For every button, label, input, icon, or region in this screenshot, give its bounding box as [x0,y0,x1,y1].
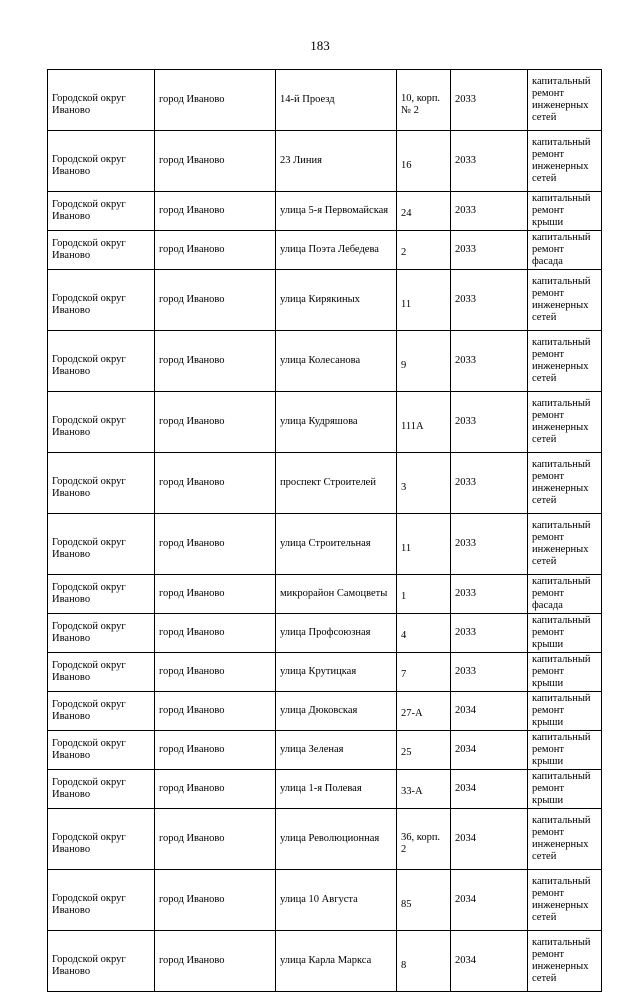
settlement-cell: город Иваново [155,192,276,231]
district-cell: Городской округ Иваново [48,514,155,575]
house-number-cell: 9 [397,331,451,392]
district-cell: Городской округ Иваново [48,931,155,992]
street-cell: улица 5-я Первомайская [276,192,397,231]
district-cell: Городской округ Иваново [48,692,155,731]
year-cell: 2034 [451,731,528,770]
year-cell: 2033 [451,614,528,653]
repair-schedule-table [47,69,602,992]
year-cell: 2033 [451,653,528,692]
year-cell: 2033 [451,331,528,392]
district-cell: Городской округ Иваново [48,809,155,870]
house-number-cell: 8 [397,931,451,992]
table-row [48,70,602,131]
street-cell: улица Кудряшова [276,392,397,453]
street-cell: улица Кирякиных [276,270,397,331]
year-cell: 2033 [451,231,528,270]
table-row [48,192,602,231]
table-row [48,392,602,453]
settlement-cell: город Иваново [155,392,276,453]
district-cell: Городской округ Иваново [48,231,155,270]
district-cell: Городской округ Иваново [48,770,155,809]
street-cell: улица Крутицкая [276,653,397,692]
work-type-cell: капитальный ремонт инженерных сетей [528,453,602,514]
work-type-cell: капитальный ремонт фасада [528,575,602,614]
street-cell: улица Строительная [276,514,397,575]
settlement-cell: город Иваново [155,870,276,931]
work-type-cell: капитальный ремонт инженерных сетей [528,270,602,331]
table-row [48,331,602,392]
street-cell: проспект Строителей [276,453,397,514]
house-number-cell: 10, корп. № 2 [397,70,451,131]
year-cell: 2033 [451,70,528,131]
street-cell: 23 Линия [276,131,397,192]
house-number-cell: 16 [397,131,451,192]
street-cell: улица Колесанова [276,331,397,392]
district-cell: Городской округ Иваново [48,70,155,131]
house-number-cell: 111А [397,392,451,453]
street-cell: 14-й Проезд [276,70,397,131]
page-number: 183 [310,38,330,53]
house-number-cell: 25 [397,731,451,770]
settlement-cell: город Иваново [155,131,276,192]
work-type-cell: капитальный ремонт инженерных сетей [528,392,602,453]
street-cell: улица 10 Августа [276,870,397,931]
table-row [48,809,602,870]
district-cell: Городской округ Иваново [48,453,155,514]
table-row [48,231,602,270]
district-cell: Городской округ Иваново [48,270,155,331]
work-type-cell: капитальный ремонт инженерных сетей [528,514,602,575]
table-row [48,514,602,575]
work-type-cell: капитальный ремонт фасада [528,231,602,270]
settlement-cell: город Иваново [155,614,276,653]
settlement-cell: город Иваново [155,653,276,692]
table-row [48,870,602,931]
district-cell: Городской округ Иваново [48,731,155,770]
street-cell: микрорайон Самоцветы [276,575,397,614]
work-type-cell: капитальный ремонт инженерных сетей [528,870,602,931]
year-cell: 2034 [451,692,528,731]
table-row [48,653,602,692]
district-cell: Городской округ Иваново [48,331,155,392]
settlement-cell: город Иваново [155,70,276,131]
district-cell: Городской округ Иваново [48,392,155,453]
settlement-cell: город Иваново [155,575,276,614]
settlement-cell: город Иваново [155,770,276,809]
settlement-cell: город Иваново [155,231,276,270]
street-cell: улица Дюковская [276,692,397,731]
table-body [48,70,602,992]
street-cell: улица Карла Маркса [276,931,397,992]
street-cell: улица Зеленая [276,731,397,770]
work-type-cell: капитальный ремонт крыши [528,692,602,731]
house-number-cell: 1 [397,575,451,614]
settlement-cell: город Иваново [155,270,276,331]
year-cell: 2033 [451,392,528,453]
table-row [48,931,602,992]
year-cell: 2033 [451,453,528,514]
table-row [48,692,602,731]
year-cell: 2033 [451,192,528,231]
house-number-cell: 11 [397,514,451,575]
work-type-cell: капитальный ремонт крыши [528,192,602,231]
table-row [48,731,602,770]
table-row [48,770,602,809]
work-type-cell: капитальный ремонт инженерных сетей [528,131,602,192]
house-number-cell: 24 [397,192,451,231]
house-number-cell: 85 [397,870,451,931]
work-type-cell: капитальный ремонт инженерных сетей [528,809,602,870]
street-cell: улица Революционная [276,809,397,870]
table-row [48,453,602,514]
house-number-cell: 11 [397,270,451,331]
district-cell: Городской округ Иваново [48,870,155,931]
house-number-cell: 27-А [397,692,451,731]
table-row [48,614,602,653]
settlement-cell: город Иваново [155,331,276,392]
house-number-cell: 2 [397,231,451,270]
house-number-cell: 33-А [397,770,451,809]
district-cell: Городской округ Иваново [48,192,155,231]
settlement-cell: город Иваново [155,809,276,870]
house-number-cell: 4 [397,614,451,653]
year-cell: 2034 [451,809,528,870]
work-type-cell: капитальный ремонт инженерных сетей [528,331,602,392]
year-cell: 2033 [451,575,528,614]
work-type-cell: капитальный ремонт крыши [528,731,602,770]
work-type-cell: капитальный ремонт крыши [528,614,602,653]
settlement-cell: город Иваново [155,692,276,731]
work-type-cell: капитальный ремонт крыши [528,770,602,809]
settlement-cell: город Иваново [155,731,276,770]
street-cell: улица Поэта Лебедева [276,231,397,270]
house-number-cell: 36, корп. 2 [397,809,451,870]
house-number-cell: 7 [397,653,451,692]
year-cell: 2034 [451,770,528,809]
district-cell: Городской округ Иваново [48,131,155,192]
table-row [48,575,602,614]
year-cell: 2033 [451,131,528,192]
street-cell: улица 1-я Полевая [276,770,397,809]
year-cell: 2034 [451,870,528,931]
district-cell: Городской округ Иваново [48,653,155,692]
settlement-cell: город Иваново [155,453,276,514]
work-type-cell: капитальный ремонт крыши [528,653,602,692]
year-cell: 2034 [451,931,528,992]
street-cell: улица Профсоюзная [276,614,397,653]
table-row [48,131,602,192]
settlement-cell: город Иваново [155,514,276,575]
district-cell: Городской округ Иваново [48,614,155,653]
house-number-cell: 3 [397,453,451,514]
district-cell: Городской округ Иваново [48,575,155,614]
settlement-cell: город Иваново [155,931,276,992]
year-cell: 2033 [451,270,528,331]
work-type-cell: капитальный ремонт инженерных сетей [528,931,602,992]
table-row [48,270,602,331]
work-type-cell: капитальный ремонт инженерных сетей [528,70,602,131]
year-cell: 2033 [451,514,528,575]
